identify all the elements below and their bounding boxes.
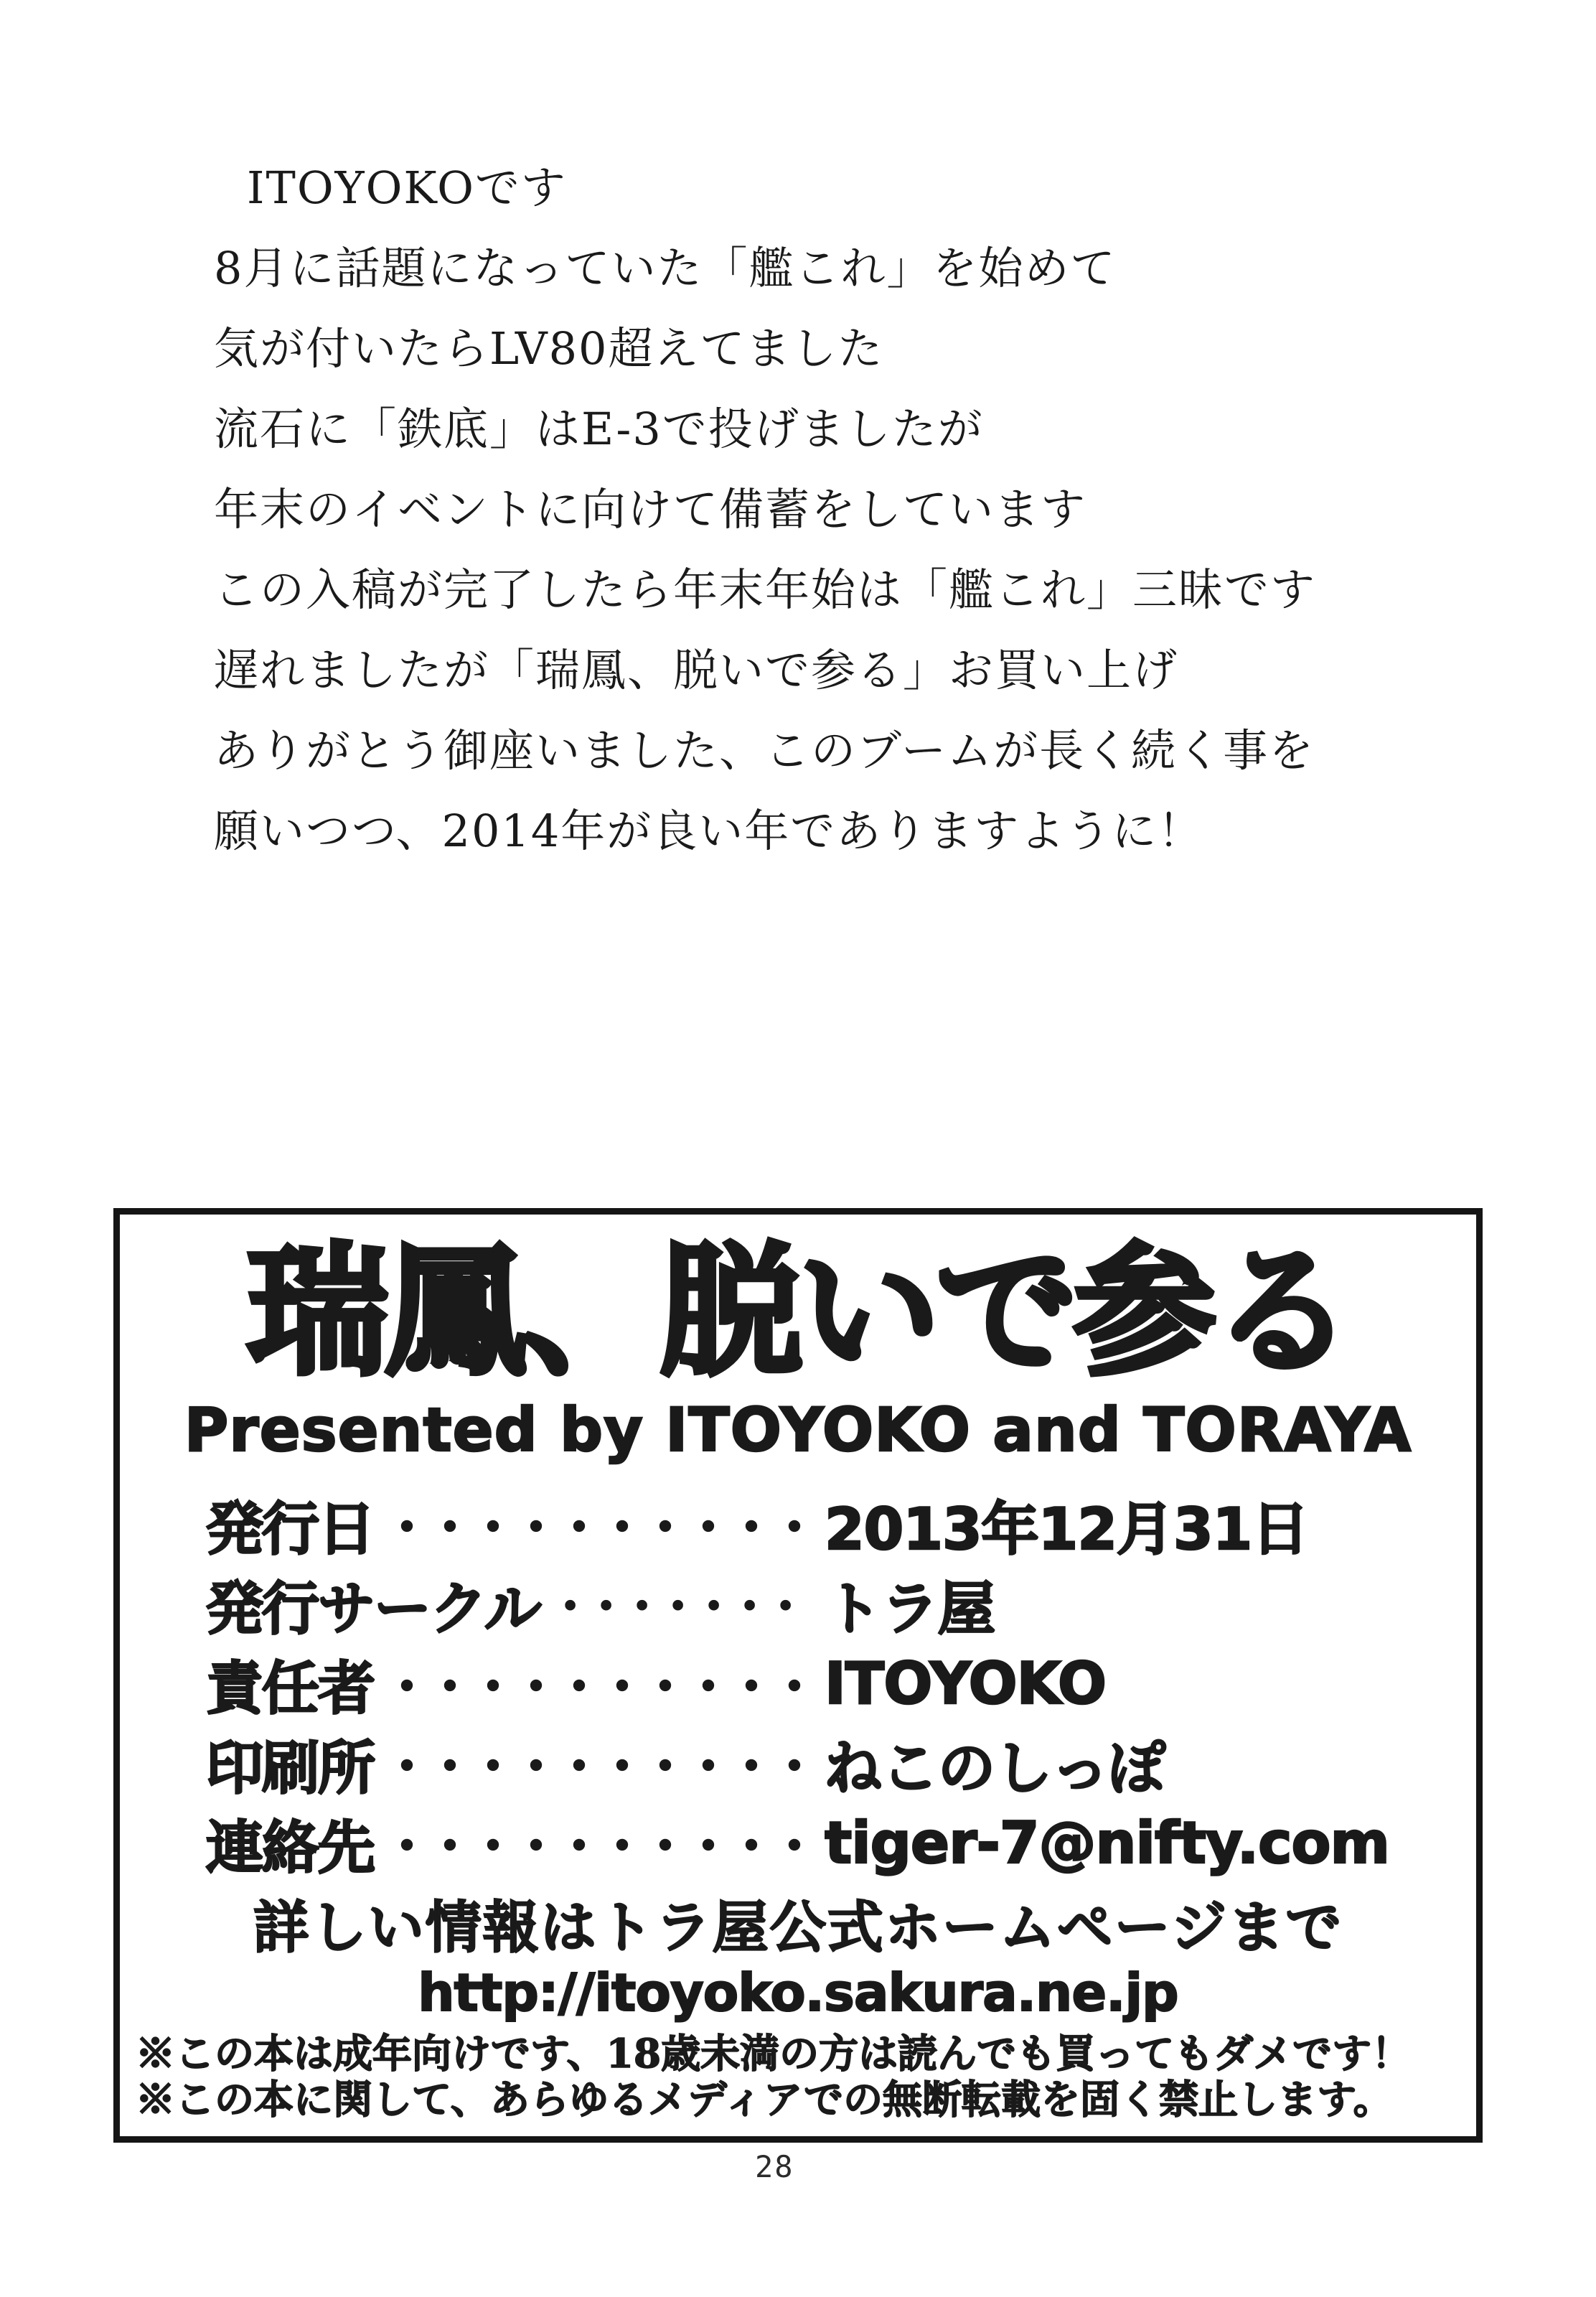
row-label: 連絡先 bbox=[206, 1815, 374, 1881]
row-value: トラ屋 bbox=[825, 1576, 995, 1642]
row-value: tiger-7@nifty.com bbox=[825, 1810, 1389, 1876]
row-label: 責任者 bbox=[206, 1655, 374, 1722]
adult-warning: ※この本は成年向けです、18歳未満の方は読んでも買ってもダメです！ bbox=[136, 2030, 1412, 2077]
row-label: 発行サークル bbox=[206, 1576, 540, 1642]
colophon-rows bbox=[149, 1484, 1447, 1883]
row-value: 2013年12月31日 bbox=[825, 1496, 1309, 1563]
page-number: 28 bbox=[755, 2149, 794, 2184]
dot-leader: ・・・・・・・・・・ bbox=[390, 1826, 821, 1866]
afterword-line: ありがとう御座いました、このブームが長く続く事を bbox=[214, 724, 1315, 777]
dot-leader: ・・・・・・・ bbox=[555, 1590, 807, 1623]
homepage-url: http://itoyoko.sakura.ne.jp bbox=[418, 1962, 1178, 2023]
reprint-warning: ※この本に関して、あらゆるメディアでの無断転載を固く禁止します。 bbox=[136, 2076, 1393, 2123]
colophon-box bbox=[113, 1208, 1483, 2143]
colophon-row-publish-date bbox=[206, 1484, 1440, 1564]
afterword-line: 遅れましたが「瑞鳳、脱いで参る」お買い上げ bbox=[214, 644, 1179, 696]
afterword-line: 流石に「鉄底」はE-3で投げましたが bbox=[214, 403, 984, 455]
doujin-title: 瑞鳳、脱いで参る bbox=[247, 1229, 1349, 1395]
warnings-block bbox=[136, 2031, 1460, 2123]
afterword-text-block bbox=[214, 148, 1517, 871]
afterword-line: 願いつつ、2014年が良い年でありますように！ bbox=[214, 805, 1204, 857]
afterword-line: ITOYOKOです bbox=[247, 162, 567, 214]
presented-by-line: Presented by ITOYOKO and TORAYA bbox=[184, 1395, 1412, 1465]
afterword-line: 年末のイベントに向けて備蓄をしています bbox=[214, 483, 1087, 535]
row-value: ITOYOKO bbox=[825, 1650, 1106, 1717]
dot-leader: ・・・・・・・・・・ bbox=[390, 1746, 821, 1787]
row-label: 発行日 bbox=[206, 1496, 374, 1563]
homepage-note: 詳しい情報はトラ屋公式ホームページまで bbox=[253, 1895, 1343, 1960]
row-label: 印刷所 bbox=[206, 1735, 374, 1802]
afterword-line: この入稿が完了したら年末年始は「艦これ」三昧です bbox=[214, 563, 1317, 616]
dot-leader: ・・・・・・・・・・ bbox=[390, 1667, 821, 1707]
colophon-row-printer bbox=[206, 1723, 1440, 1803]
afterword-line: 気が付いたらLV80超えてました bbox=[214, 322, 884, 375]
colophon-row-responsible bbox=[206, 1644, 1440, 1723]
colophon-row-circle bbox=[206, 1564, 1440, 1644]
dot-leader: ・・・・・・・・・・ bbox=[390, 1507, 821, 1548]
colophon-row-contact bbox=[206, 1803, 1440, 1883]
row-value: ねこのしっぽ bbox=[825, 1735, 1165, 1802]
afterword-line: 8月に話題になっていた「艦これ」を始めて bbox=[214, 242, 1117, 294]
